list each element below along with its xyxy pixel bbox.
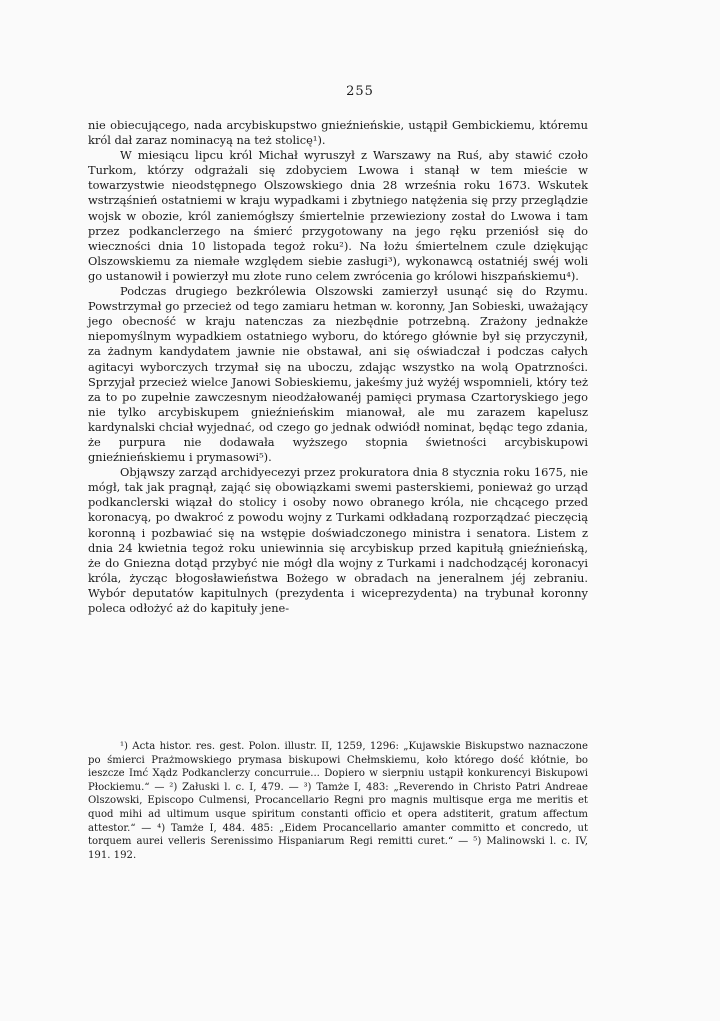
footnote-text: ¹) Acta histor. res. gest. Polon. illustr. II, 1259, 1296: „Kujawskie Biskupstwo naznaczone po śmierci Prażmowskiego prymasa biskupowi Chełmskiemu, koło którego dość kłótnie, bo ieszcze Imć Xądz Podkanclerzy concurruie... Dopiero w sierpniu ustąpił konkurencyi Biskupowi Płockiemu.“ — ²) Załuski l. c. I, 479. — ³) Tamże I, 483: „Reverendo in Christo Patri Andreae Olszowski, Episcopo Culmensi, Procancellario Regni pro magnis multisque erga me meritis et quod mihi ad ultimum usque spiritum constanti officio et opera adstiterit, gratum affectum attestor.“ — ⁴) Tamże I, 484. 485: „Eidem Procancellario amanter committo et concredo, ut torquem aurei velleris Serenissimo Hispaniarum Regi remitti curet.“ — ⁵) Malinowski l. c. IV, 191. 192. [88,741,588,861]
paragraph: Podczas drugiego bezkrólewia Olszowski zamierzył usunąć się do Rzymu. Powstrzymał go przecież od tego zamiaru hetman w. koronny, Jan Sobieski, uważający jego obecność w kraju natenczas za niezbędnie potrzebną. Zrażony jednakże niepomyślnym wypadkiem ostatniego wyboru, do którego głównie był się przyczynił, za żadnym kandydatem jawnie nie obstawał, ani się oświadczał i podczas całych agitacyi wyborczych trzymał się na uboczu, zdając wszystko na wolą Opatrzności. Sprzyjał przecież wielce Janowi Sobieskiemu, jakeśmy już wyżéj wspomnieli, który też za to po zupełnie zawczesnym nieodżałowanéj pamięci prymasa Czartoryskiego jego nie tylko arcybiskupem gnieźnieńskim mianował, ale mu zarazem kapelusz kardynalski chciał wyjednać, od czego go jednak odwiódł nominat, będąc tego zdania, że purpura nie dodawała wyższego stopnia świetności arcybiskupowi gnieźnieńskiemu i prymasowi⁵). [88,284,588,465]
main-text [88,118,588,616]
paragraph: nie obiecującego, nada arcybiskupstwo gnieźnieńskie, ustąpił Gembickiemu, któremu król dał zaraz nominacyą na też stolicę¹). [88,118,588,148]
page-number: 255 [346,84,374,99]
paragraph: W miesiącu lipcu król Michał wyruszył z Warszawy na Ruś, aby stawić czoło Turkom, którzy odgrażali się zdobyciem Lwowa i stanął w tem mieście w towarzystwie nieodstępnego Olszowskiego dnia 28 września roku 1673. Wskutek wstrząśnień ostatniemi w kraju wypadkami i zbytniego natężenia się przy przeglądzie wojsk w obozie, król zaniemógłszy śmiertelnie przewieziony został do Lwowa i tam przez podkanclerzego na śmierć przygotowany na jego ręku przeniósł się do wieczności dnia 10 listopada tegoż roku²). Na łożu śmiertelnem czule dziękując Olszowskiemu za niemałe względem siebie zasługi³), wykonawcą ostatniéj swéj woli go ustanowił i powierzył mu złote runo celem zwrócenia go królowi hiszpańskiemu⁴). [88,148,588,283]
paragraph: Objąwszy zarząd archidyecezyi przez prokuratora dnia 8 stycznia roku 1675, nie mógł, tak jak pragnął, zająć się obowiązkami swemi pasterskiemi, ponieważ go urząd podkanclerski wiązał do stolicy i osoby nowo obranego króla, nie chcącego przed koronacyą, po dwakroć z powodu wojny z Turkami odkładaną rozporządzać pieczęcią koronną i pozbawiać się na wstępie doświadczonego ministra i senatora. Listem z dnia 24 kwietnia tegoż roku uniewinnia się arcybiskup przed kapitułą gnieźnieńską, że do Gniezna dotąd przybyć nie mógł dla wojny z Turkami i nadchodzącéj koronacyi króla, życząc błogosławieństwa Bożego w obradach na jeneralnem jéj zebraniu. Wybór deputatów kapitulnych (prezydenta i wiceprezydenta) na trybunał koronny poleca odłożyć aż do kapituły jene- [88,465,588,615]
footnotes [88,740,588,862]
